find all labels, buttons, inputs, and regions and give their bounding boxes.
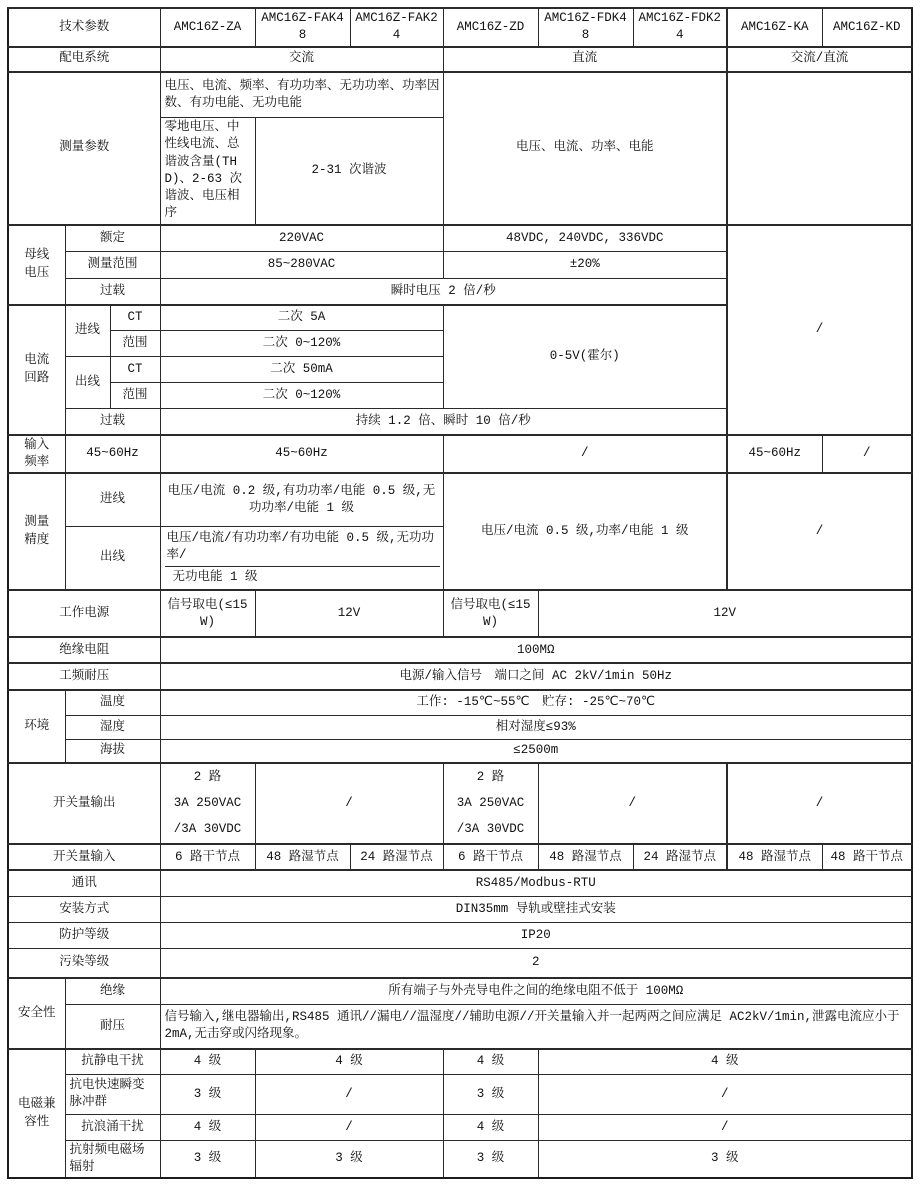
table-cell: 2 路 3A 250VAC /3A 30VDC [443,763,538,844]
table-cell: 温度 [65,690,160,715]
table-cell: 抗浪涌干扰 [65,1114,160,1140]
table-cell: / [255,763,443,844]
table-cell: 范围 [110,383,160,409]
section-label: 母线 电压 [8,225,65,305]
table-cell: DIN35mm 导轨或壁挂式安装 [160,896,912,922]
table-cell: 48 路湿节点 [727,844,822,870]
column-header: AMC16Z-FDK48 [538,8,633,47]
spec-table [7,7,913,1179]
table-cell: 所有端子与外壳导电件之间的绝缘电阻不低于 100MΩ [160,978,912,1004]
table-cell: 6 路干节点 [443,844,538,870]
section-label: 开关量输出 [8,763,160,844]
table-cell: 45~60Hz [65,435,160,474]
table-cell: 二次 0~120% [160,331,443,357]
section-label: 测量参数 [8,72,160,225]
table-cell: 过载 [65,409,160,435]
table-cell: / [255,1074,443,1114]
table-cell: 持续 1.2 倍、瞬时 10 倍/秒 [160,409,727,435]
table-cell: 湿度 [65,715,160,739]
column-header: AMC16Z-FAK48 [255,8,350,47]
table-cell: 48 路湿节点 [538,844,633,870]
table-cell: CT [110,357,160,383]
table-cell: 4 级 [443,1114,538,1140]
table-cell: 3 级 [538,1140,912,1178]
table-cell: 交流/直流 [727,47,912,72]
section-label: 安装方式 [8,896,160,922]
table-cell: 耐压 [65,1004,160,1049]
table-cell: 3 级 [255,1140,443,1178]
section-label: 配电系统 [8,47,160,72]
table-cell: 12V [255,590,443,637]
table-cell: 二次 50mA [160,357,443,383]
table-cell: 24 路湿节点 [633,844,727,870]
table-cell: 220VAC [160,225,443,252]
table-cell: / [822,435,912,474]
table-cell: 过载 [65,279,160,305]
table-cell: 信号取电(≤15W) [443,590,538,637]
table-cell: / [727,763,912,844]
table-cell: 4 级 [160,1114,255,1140]
table-cell: 3 级 [160,1074,255,1114]
table-cell: 二次 0~120% [160,383,443,409]
section-label: 防护等级 [8,922,160,948]
table-cell: 48 路干节点 [822,844,912,870]
table-cell: 测量范围 [65,252,160,279]
table-cell: / [538,1074,912,1114]
column-header: AMC16Z-ZA [160,8,255,47]
section-label: 电流 回路 [8,305,65,435]
table-cell: 12V [538,590,912,637]
table-cell: 45~60Hz [727,435,822,474]
section-label: 环境 [8,690,65,763]
table-cell: IP20 [160,922,912,948]
table-cell: 直流 [443,47,727,72]
section-label: 安全性 [8,978,65,1049]
table-cell: 4 级 [255,1049,443,1074]
table-cell: 相对湿度≤93% [160,715,912,739]
table-cell: CT [110,305,160,331]
table-cell: 电压、电流、频率、有功功率、无功功率、功率因数、有功电能、无功电能 [160,72,443,118]
table-cell: 范围 [110,331,160,357]
table-cell: 电压/电流 0.2 级,有功功率/电能 0.5 级,无功功率/电能 1 级 [160,473,443,526]
table-cell: 抗射频电磁场 辐射 [65,1140,160,1178]
section-label: 绝缘电阻 [8,637,160,663]
table-cell: 二次 5A [160,305,443,331]
table-cell: 进线 [65,305,110,357]
table-cell: / [538,1114,912,1140]
table-cell: 工作: -15℃~55℃ 贮存: -25℃~70℃ [160,690,912,715]
table-cell: 零地电压、中性线电流、总谐波含量(THD)、2-63 次谐波、电压相序 [160,118,255,225]
table-cell: 48VDC, 240VDC, 336VDC [443,225,727,252]
table-cell: 额定 [65,225,160,252]
table-cell: / [538,763,727,844]
section-label: 污染等级 [8,948,160,978]
column-header: AMC16Z-KA [727,8,822,47]
table-cell: 进线 [65,473,160,526]
table-cell: 电压、电流、功率、电能 [443,72,727,225]
table-cell: 45~60Hz [160,435,443,474]
table-cell: 交流 [160,47,443,72]
corner-header: 技术参数 [8,8,160,47]
table-cell: 85~280VAC [160,252,443,279]
table-cell: 4 级 [538,1049,912,1074]
table-cell: RS485/Modbus-RTU [160,870,912,896]
table-cell: 3 级 [160,1140,255,1178]
table-cell: 信号取电(≤15W) [160,590,255,637]
section-label: 测量 精度 [8,473,65,590]
table-cell: / [727,473,912,590]
table-cell: 4 级 [160,1049,255,1074]
section-label: 输入 频率 [8,435,65,474]
table-cell: 2 [160,948,912,978]
table-cell: / [727,225,912,435]
table-cell: 3 级 [443,1140,538,1178]
section-label: 工作电源 [8,590,160,637]
column-header: AMC16Z-FAK24 [350,8,443,47]
column-header: AMC16Z-FDK24 [633,8,727,47]
table-cell: 24 路湿节点 [350,844,443,870]
table-cell: / [443,435,727,474]
table-cell: 电压/电流 0.5 级,功率/电能 1 级 [443,473,727,590]
table-cell: 0-5V(霍尔) [443,305,727,409]
table-cell: ±20% [443,252,727,279]
section-label: 电磁兼 容性 [8,1049,65,1178]
table-cell [727,72,912,225]
column-header: AMC16Z-KD [822,8,912,47]
table-cell: 电源/输入信号 端口之间 AC 2kV/1min 50Hz [160,663,912,690]
table-cell: 3 级 [443,1074,538,1114]
table-cell: 抗静电干扰 [65,1049,160,1074]
column-header: AMC16Z-ZD [443,8,538,47]
table-cell: 出线 [65,526,160,590]
table-cell: 2-31 次谐波 [255,118,443,225]
section-label: 工频耐压 [8,663,160,690]
table-cell: ≤2500m [160,739,912,763]
table-cell: 48 路湿节点 [255,844,350,870]
section-label: 开关量输入 [8,844,160,870]
section-label: 通讯 [8,870,160,896]
table-cell: 100MΩ [160,637,912,663]
table-cell: 海拔 [65,739,160,763]
table-cell: 信号输入,继电器输出,RS485 通讯//漏电//温湿度//辅助电源//开关量输入并一起两两之间应满足 AC2kV/1min,泄露电流应小于 2mA,无击穿或闪络现象。 [160,1004,912,1049]
table-cell: 绝缘 [65,978,160,1004]
table-cell: 4 级 [443,1049,538,1074]
table-cell: 瞬时电压 2 倍/秒 [160,279,727,305]
table-cell: / [255,1114,443,1140]
table-cell: 出线 [65,357,110,409]
table-cell: 2 路 3A 250VAC /3A 30VDC [160,763,255,844]
table-cell: 6 路干节点 [160,844,255,870]
table-cell: 电压/电流/有功功率/有功电能 0.5 级,无功功率/ 无功电能 1 级 [160,526,443,590]
table-cell: 抗电快速瞬变 脉冲群 [65,1074,160,1114]
